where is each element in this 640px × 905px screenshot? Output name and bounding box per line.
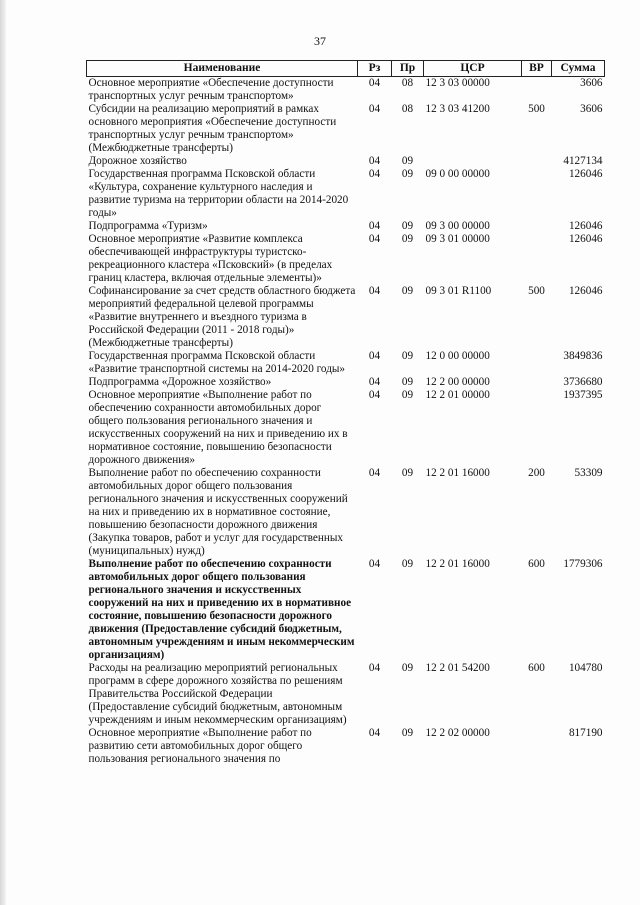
table-row <box>87 350 605 376</box>
table-row <box>87 376 605 389</box>
cell-name: Государственная программа Псковской области «Развитие транспортной системы на 2014-2020 годы» <box>88 350 345 375</box>
cell-name: Дорожное хозяйство <box>88 155 187 167</box>
cell-csr: 09 3 01 R1100 <box>425 285 492 297</box>
cell-sum: 126046 <box>568 233 603 245</box>
cell-name: Подпрограмма «Туризм» <box>88 220 208 232</box>
cell-name: Подпрограмма «Дорожное хозяйство» <box>88 376 272 388</box>
cell-pr: 09 <box>401 168 414 180</box>
cell-rz: 04 <box>368 350 381 362</box>
cell-name: Основное мероприятие «Выполнение работ по развитию сети автомобильных дорог общего пользования регионального значения по <box>88 727 312 765</box>
cell-sum: 126046 <box>568 220 603 232</box>
cell-vr <box>522 233 552 285</box>
table-row <box>87 168 605 220</box>
scan-edge <box>0 0 6 905</box>
cell-pr: 08 <box>401 77 414 89</box>
cell-vr <box>522 77 552 104</box>
table-row <box>87 467 605 558</box>
cell-rz: 04 <box>368 220 381 232</box>
cell-csr: 12 2 01 54200 <box>425 662 490 674</box>
cell-name: Выполнение работ по обеспечению сохранности автомобильных дорог общего пользования регионального значения и искусственных сооружений на них и приведению их в нормативное состояние, повышению безопасности дорожного движения (Предоставление субсидий бюджетным, автономным учреждениям и иным некоммерческим организациям) <box>88 558 355 661</box>
cell-vr: 600 <box>528 662 545 674</box>
table-row <box>87 233 605 285</box>
cell-csr: 12 2 02 00000 <box>425 727 490 739</box>
header-csr: ЦСР <box>424 61 522 77</box>
cell-rz: 04 <box>368 558 381 570</box>
cell-rz: 04 <box>368 168 381 180</box>
cell-csr: 12 2 01 00000 <box>425 389 490 401</box>
cell-csr <box>424 155 522 168</box>
cell-sum: 817190 <box>568 727 603 739</box>
cell-pr: 09 <box>401 467 414 479</box>
table-row <box>87 285 605 350</box>
cell-name: Основное мероприятие «Развитие комплекса обеспечивающей инфраструктуры туристско-рекреационного кластера «Псковский» (в пределах границ кластера, включая отдельные элементы)» <box>88 233 333 284</box>
cell-rz: 04 <box>368 285 381 297</box>
cell-csr: 09 3 01 00000 <box>425 233 490 245</box>
cell-vr <box>522 220 552 233</box>
cell-sum: 126046 <box>568 168 603 180</box>
cell-vr: 600 <box>528 558 545 570</box>
cell-vr: 500 <box>528 103 545 115</box>
cell-pr: 09 <box>401 155 414 167</box>
header-rz: Рз <box>358 61 392 77</box>
cell-csr: 12 3 03 41200 <box>425 103 490 115</box>
cell-pr: 09 <box>401 389 414 401</box>
cell-csr: 12 2 01 16000 <box>425 558 490 570</box>
cell-vr <box>522 389 552 467</box>
table-row <box>87 727 605 766</box>
cell-sum: 53309 <box>574 467 603 479</box>
cell-pr: 09 <box>401 662 414 674</box>
table-row <box>87 389 605 467</box>
cell-pr: 09 <box>401 285 414 297</box>
cell-sum: 3606 <box>580 103 603 115</box>
cell-rz: 04 <box>368 155 381 167</box>
cell-csr: 12 2 00 00000 <box>425 376 490 388</box>
cell-name: Выполнение работ по обеспечению сохранности автомобильных дорог общего пользования регионального значения и искусственных сооружений на них и приведению их в нормативное состояние, повышению безопасности дорожного движения (Закупка товаров, работ и услуг для государственных (муниципальных) нужд) <box>88 467 348 557</box>
cell-sum: 104780 <box>568 662 603 674</box>
cell-name: Софинансирование за счет средств областного бюджета мероприятий федеральной целевой программы «Развитие внутреннего и въездного туризма в Российской Федерации (2011 - 2018 годы)» (Межбюджетные трансферты) <box>88 285 356 349</box>
cell-csr: 12 3 03 00000 <box>425 77 490 89</box>
cell-csr: 12 0 00 00000 <box>425 350 490 362</box>
cell-pr: 08 <box>401 103 414 115</box>
cell-sum: 3606 <box>580 77 603 89</box>
cell-rz: 04 <box>368 233 381 245</box>
header-vr: ВР <box>522 61 552 77</box>
cell-vr <box>522 727 552 766</box>
header-pr: Пр <box>392 61 424 77</box>
cell-pr: 09 <box>401 350 414 362</box>
cell-rz: 04 <box>368 103 381 115</box>
cell-sum: 4127134 <box>563 155 603 167</box>
header-sum: Сумма <box>552 61 605 77</box>
table-row <box>87 103 605 155</box>
cell-name: Основное мероприятие «Обеспечение доступности транспортных услуг речным транспортом» <box>88 77 334 102</box>
cell-pr: 09 <box>401 558 414 570</box>
cell-sum: 1779306 <box>563 558 603 570</box>
cell-name: Основное мероприятие «Выполнение работ по обеспечению сохранности автомобильных дорог общего пользования регионального значения и искусственных сооружений на них и приведению их в нормативное состояние, повышению безопасности дорожного движения» <box>88 389 348 466</box>
cell-sum: 3736680 <box>563 376 603 388</box>
cell-vr <box>522 376 552 389</box>
cell-sum: 1937395 <box>563 389 603 401</box>
cell-rz: 04 <box>368 77 381 89</box>
table-row <box>87 662 605 727</box>
table-row <box>87 155 605 168</box>
cell-pr: 09 <box>401 376 414 388</box>
cell-rz: 04 <box>368 662 381 674</box>
cell-vr <box>522 350 552 376</box>
cell-csr: 09 0 00 00000 <box>425 168 490 180</box>
cell-pr: 09 <box>401 233 414 245</box>
cell-name: Субсидии на реализацию мероприятий в рамках основного мероприятия «Обеспечение доступности транспортных услуг речным транспортом» (Межбюджетные трансферты) <box>88 103 337 154</box>
cell-vr: 500 <box>528 285 545 297</box>
table-row <box>87 77 605 104</box>
table-row <box>87 558 605 662</box>
cell-rz: 04 <box>368 389 381 401</box>
budget-table <box>86 60 605 766</box>
cell-csr: 09 3 00 00000 <box>425 220 490 232</box>
cell-vr <box>522 168 552 220</box>
cell-vr <box>522 155 552 168</box>
cell-name: Расходы на реализацию мероприятий региональных программ в сфере дорожного хозяйства по решениям Правительства Российской Федерации (Предоставление субсидий бюджетным, автономным учреждениям и иным некоммерческим организациям) <box>88 662 347 726</box>
table-row <box>87 220 605 233</box>
cell-sum: 126046 <box>568 285 603 297</box>
page-number: 37 <box>314 34 326 48</box>
table-header-row <box>87 61 605 77</box>
cell-vr: 200 <box>528 467 545 479</box>
cell-name: Государственная программа Псковской области «Культура, сохранение культурного наследия и развитие туризма на территории области на 2014-2020 годы» <box>88 168 349 219</box>
cell-rz: 04 <box>368 467 381 479</box>
cell-csr: 12 2 01 16000 <box>425 467 490 479</box>
header-name: Наименование <box>87 61 358 77</box>
cell-pr: 09 <box>401 220 414 232</box>
cell-pr: 09 <box>401 727 414 739</box>
cell-rz: 04 <box>368 727 381 739</box>
cell-rz: 04 <box>368 376 381 388</box>
cell-sum: 3849836 <box>563 350 603 362</box>
